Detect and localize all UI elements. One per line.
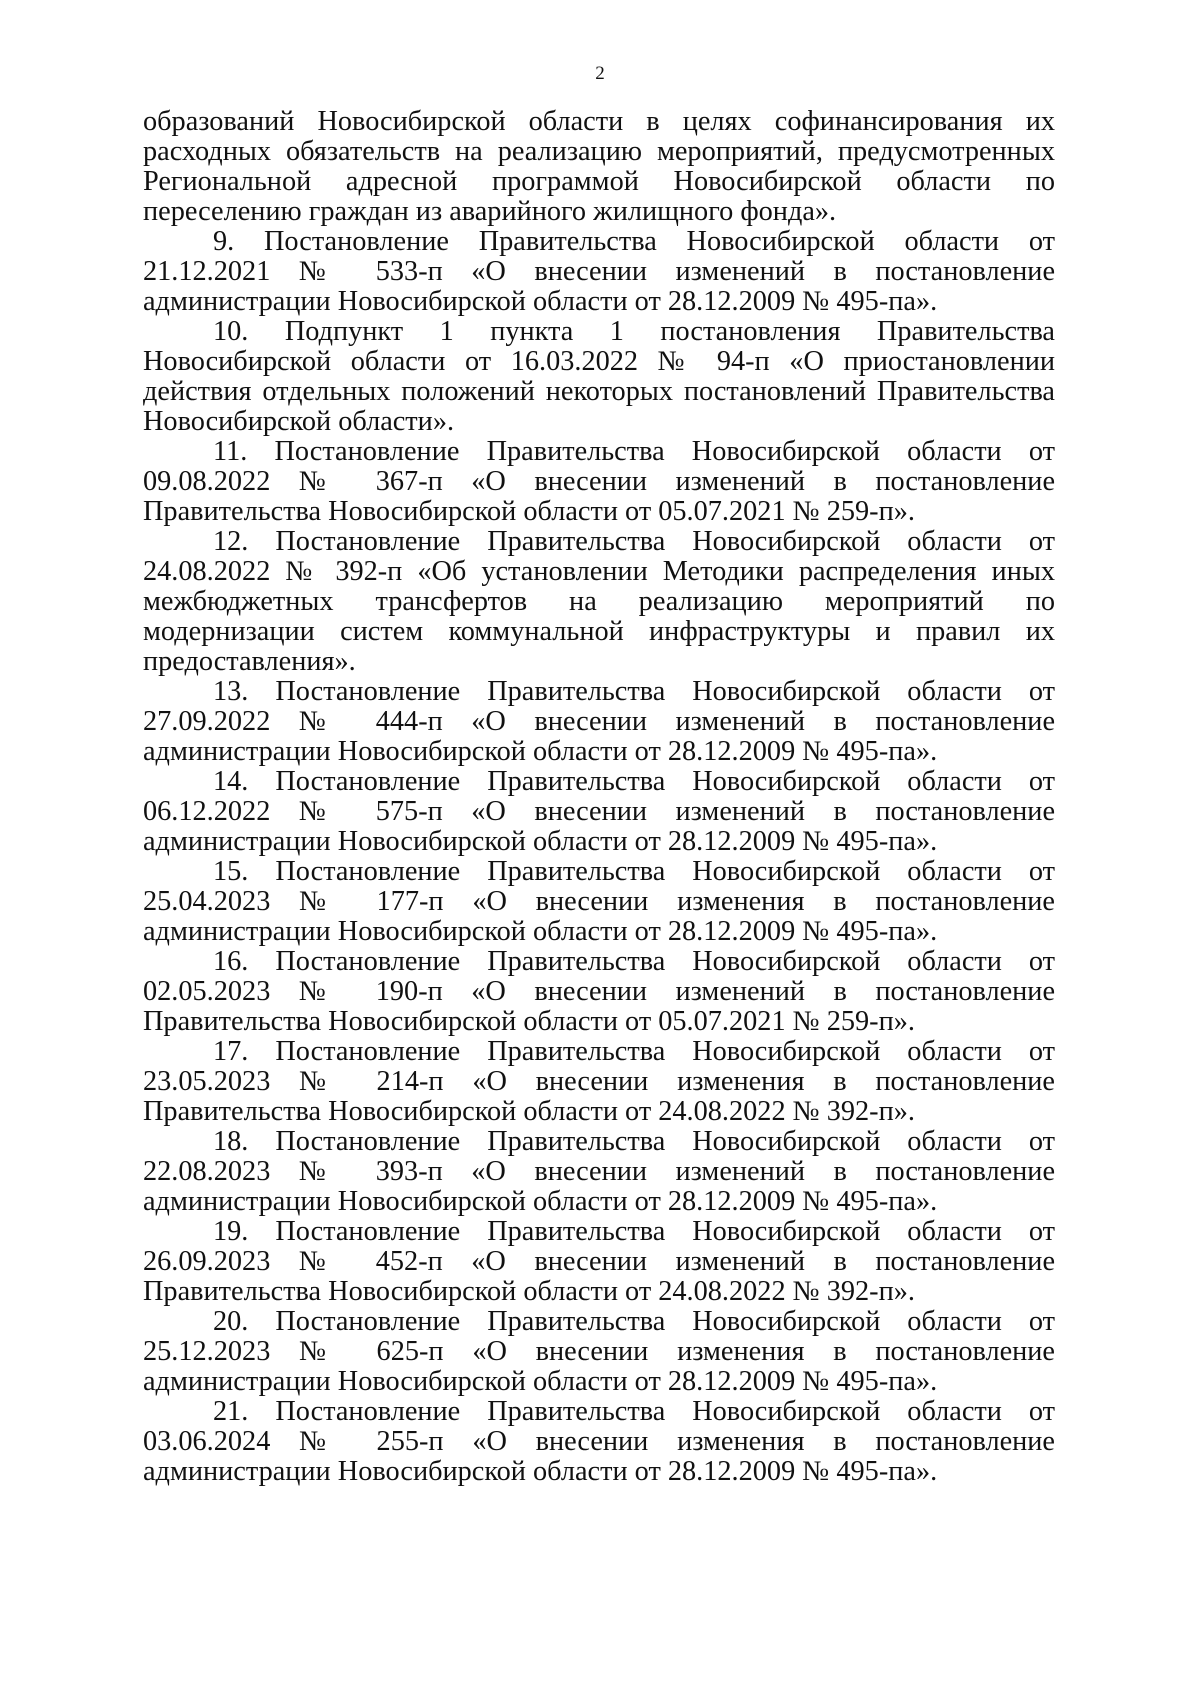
- list-item-19: 19. Постановление Правительства Новосибирской области от 26.09.2023 № 452-п «О внесении изменений в постановление Правительства Новосибирской области от 24.08.2022 № 392-п».: [143, 1216, 1055, 1307]
- paragraph-continuation: образований Новосибирской области в целях софинансирования их расходных обязательств на реализацию мероприятий, предусмотренных Региональной адресной программой Новосибирской области по переселению граждан из аварийного жилищного фонда».: [143, 106, 1055, 227]
- list-item-10: 10. Подпункт 1 пункта 1 постановления Правительства Новосибирской области от 16.03.2022 № 94-п «О приостановлении действия отдельных положений некоторых постановлений Правительства Новосибирской области».: [143, 316, 1055, 437]
- list-item-14: 14. Постановление Правительства Новосибирской области от 06.12.2022 № 575-п «О внесении изменений в постановление администрации Новосибирской области от 28.12.2009 № 495-па».: [143, 766, 1055, 857]
- list-item-18: 18. Постановление Правительства Новосибирской области от 22.08.2023 № 393-п «О внесении изменений в постановление администрации Новосибирской области от 28.12.2009 № 495-па».: [143, 1126, 1055, 1217]
- list-item-15: 15. Постановление Правительства Новосибирской области от 25.04.2023 № 177-п «О внесении изменения в постановление администрации Новосибирской области от 28.12.2009 № 495-па».: [143, 856, 1055, 947]
- list-item-17: 17. Постановление Правительства Новосибирской области от 23.05.2023 № 214-п «О внесении изменения в постановление Правительства Новосибирской области от 24.08.2022 № 392-п».: [143, 1036, 1055, 1127]
- list-item-20: 20. Постановление Правительства Новосибирской области от 25.12.2023 № 625-п «О внесении изменения в постановление администрации Новосибирской области от 28.12.2009 № 495-па».: [143, 1306, 1055, 1397]
- list-item-12: 12. Постановление Правительства Новосибирской области от 24.08.2022 № 392-п «Об установлении Методики распределения иных межбюджетных трансфертов на реализацию мероприятий по модернизации систем коммунальной инфраструктуры и правил их предоставления».: [143, 526, 1055, 677]
- list-item-21: 21. Постановление Правительства Новосибирской области от 03.06.2024 № 255-п «О внесении изменения в постановление администрации Новосибирской области от 28.12.2009 № 495-па».: [143, 1396, 1055, 1487]
- list-item-13: 13. Постановление Правительства Новосибирской области от 27.09.2022 № 444-п «О внесении изменений в постановление администрации Новосибирской области от 28.12.2009 № 495-па».: [143, 676, 1055, 767]
- page-number: 2: [595, 63, 605, 84]
- list-item-16: 16. Постановление Правительства Новосибирской области от 02.05.2023 № 190-п «О внесении изменений в постановление Правительства Новосибирской области от 05.07.2021 № 259-п».: [143, 946, 1055, 1037]
- list-item-9: 9. Постановление Правительства Новосибирской области от 21.12.2021 № 533-п «О внесении изменений в постановление администрации Новосибирской области от 28.12.2009 № 495-па».: [143, 226, 1055, 317]
- document-body: [143, 107, 1055, 1487]
- list-item-11: 11. Постановление Правительства Новосибирской области от 09.08.2022 № 367-п «О внесении изменений в постановление Правительства Новосибирской области от 05.07.2021 № 259-п».: [143, 436, 1055, 527]
